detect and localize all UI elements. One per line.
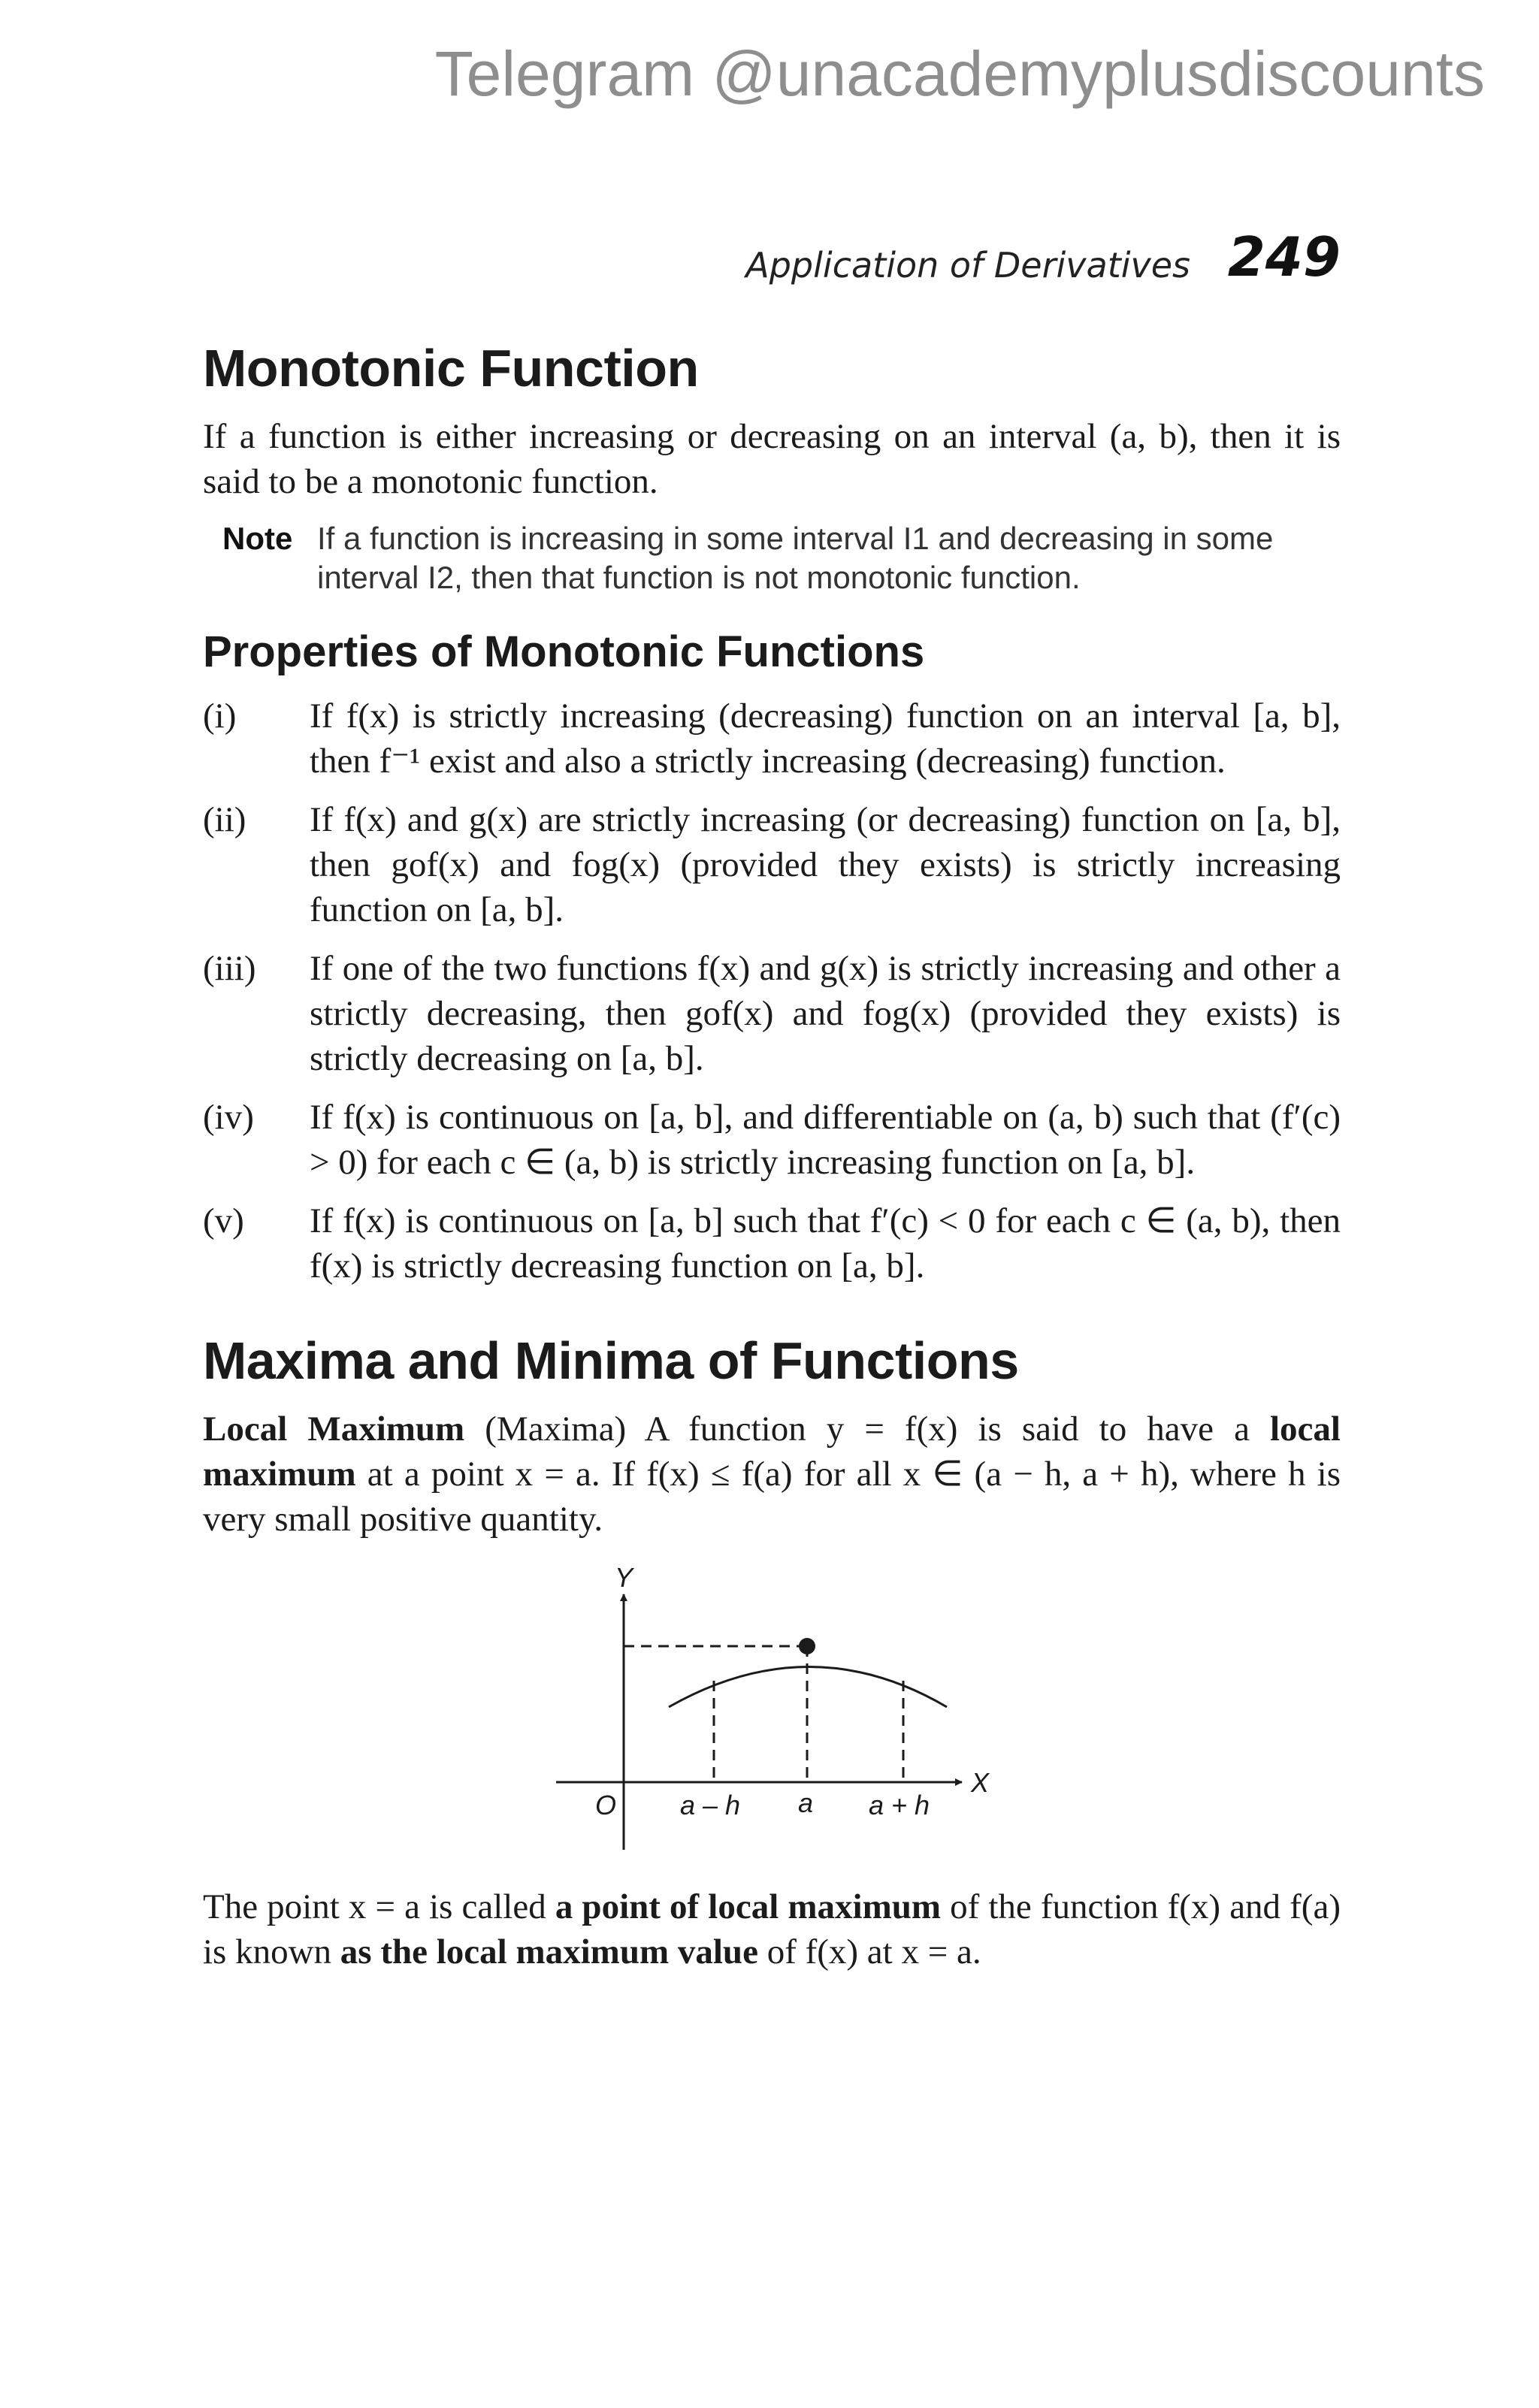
property-item: [203, 693, 1341, 784]
property-number: (iv): [203, 1098, 254, 1138]
section-heading-monotonic-function: Monotonic Function: [203, 339, 699, 397]
property-number: (iii): [203, 949, 256, 989]
y-axis-label: Y: [615, 1562, 633, 1593]
watermark: Telegram @unacademyplusdiscounts: [434, 38, 1485, 109]
property-text: If f(x) and g(x) are strictly increasing (or decreasing) function on [a, b], then gof(x) and fog(x) (provided they exists) is strictly increasing function on [a, b].: [310, 800, 1341, 930]
property-number: (v): [203, 1201, 244, 1241]
conclusion-text-1: The point x = a is called: [203, 1887, 555, 1926]
conclusion-bold-1: a point of local maximum: [555, 1887, 942, 1926]
a-plus-h-label: a + h: [869, 1789, 930, 1820]
local-maximum-text-1: (Maxima) A function y = f(x) is said to have a: [464, 1409, 1270, 1449]
local-maximum-figure: [556, 1563, 1022, 1863]
property-item: [203, 946, 1341, 1081]
origin-label: O: [595, 1789, 617, 1820]
property-number: (ii): [203, 800, 246, 840]
property-item: [203, 797, 1341, 932]
conclusion-text-3: of f(x) at x = a.: [757, 1932, 981, 1971]
note-box: [203, 519, 1341, 597]
running-header: [203, 225, 1341, 308]
property-text: If one of the two functions f(x) and g(x) is strictly increasing and other a strictly decreasing, then gof(x) and fog(x) (provided they exists) is strictly decreasing on [a, b].: [310, 949, 1341, 1079]
local-maximum-text-2: at a point x = a. If f(x) ≤ f(a) for all x ∈ (a − h, a + h), where h is very small positive quantity.: [203, 1454, 1341, 1539]
property-text: If f(x) is continuous on [a, b] such that f′(c) < 0 for each c ∈ (a, b), then f(x) is strictly decreasing function on [a, b].: [310, 1201, 1341, 1286]
page-number: 249: [1227, 225, 1341, 289]
property-item: [203, 1198, 1341, 1289]
monotonic-definition: If a function is either increasing or decreasing on an interval (a, b), then it is said to be a monotonic function.: [203, 416, 1341, 501]
local-maximum-term: Local Maximum: [203, 1409, 465, 1449]
a-label: a: [798, 1787, 814, 1818]
conclusion-text-2: of the function f(x) and f(a) is known: [203, 1887, 1341, 1971]
chapter-title: Application of Derivatives: [745, 245, 1190, 286]
x-axis-label: X: [971, 1766, 990, 1798]
section-heading-properties: Properties of Monotonic Functions: [203, 627, 925, 676]
note-label: Note: [222, 520, 293, 556]
property-text: If f(x) is strictly increasing (decreasing) function on an interval [a, b], then f⁻¹ exist and also a strictly increasing (decreasing) function.: [310, 696, 1341, 781]
property-number: (i): [203, 696, 237, 736]
page-content: [203, 338, 1341, 1974]
property-text: If f(x) is continuous on [a, b], and differentiable on (a, b) such that (f′(c) > 0) for each c ∈ (a, b) is strictly increasing function on [a, b].: [310, 1098, 1341, 1183]
conclusion-bold-2: as the local maximum value: [340, 1932, 758, 1971]
section-heading-maxima-minima: Maxima and Minima of Functions: [203, 1331, 1019, 1391]
maximum-point: [799, 1638, 815, 1654]
property-item: [203, 1095, 1341, 1185]
a-minus-h-label: a – h: [680, 1789, 741, 1820]
note-text: If a function is increasing in some interval I1 and decreasing in some interval I2, then that function is not monotonic function.: [317, 520, 1274, 595]
local-maximum-bold: local maximum: [203, 1409, 1341, 1494]
properties-list: [203, 693, 1341, 1289]
local-maximum-conclusion: [203, 1884, 1341, 1974]
local-maximum-definition: [203, 1406, 1341, 1542]
